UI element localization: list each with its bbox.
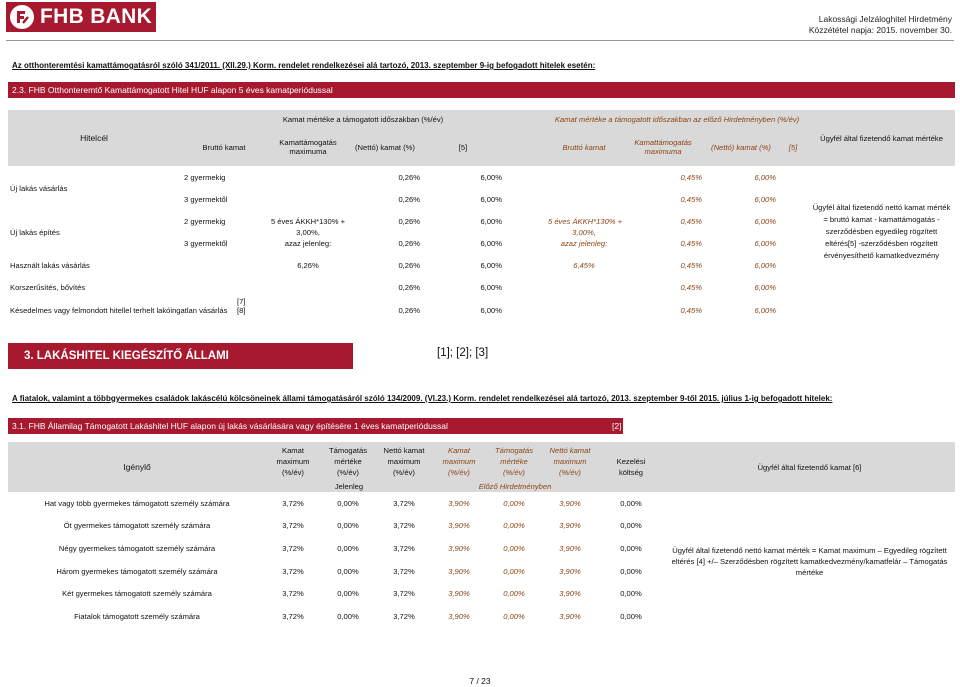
cell-value: 3,90%	[559, 589, 581, 599]
cell-value: 0,00%	[337, 543, 359, 553]
section-3-title: 3. LAKÁSHITEL KIEGÉSZÍTŐ ÁLLAMI KAMATTÁMOGATÁSSAL	[24, 350, 229, 388]
row-label: Három gyermekes támogatott személy számára	[56, 566, 218, 576]
col-igenylo: Igénylő	[8, 442, 266, 492]
cell-value: 0,00%	[620, 498, 642, 508]
table-row: Késedelmes vagy felmondott hitellel terhelt lakóingatlan vásárlás [7] [8] 0,26% 6,00% 0,45% 6,00%	[8, 298, 955, 322]
row-label: Négy gyermekes támogatott személy számára	[58, 543, 216, 553]
section-23-note: Ügyfél által fizetendő nettó kamat mérték = bruttó kamat - kamattámogatás -szerződésben egyedileg rögzített eltérés[5] -szerződésben rögzített érvényesíthető kamatkedvezmény	[812, 203, 951, 260]
table-row: Használt lakás vásárlás 6,26% 0,26% 6,00% 6,45% 0,45% 6,00%	[8, 254, 955, 276]
row-label: Hat vagy több gyermekes támogatott személy számára	[44, 498, 230, 508]
section-31-note: Ügyfél által fizetendő nettó kamat mérték = Kamat maximum – Egyedileg rögzített eltérés [4] +/– Szerződésben rögzített kamatkedvezmény/kamatfelár – Támogatás mértéke	[671, 546, 948, 578]
col-prev-tamogatas: Támogatás mértéke (%/év)	[486, 442, 542, 480]
col-tamogatas: Támogatás mértéke (%/év)	[320, 442, 376, 480]
table-row: 3 gyermektől 0,26% 6,00% 0,45% 6,00%	[184, 238, 776, 248]
col-prev-netto: (Nettó) kamat (%)	[704, 128, 778, 166]
col-prev-kamattamogatas: Kamattámogatás maximuma	[622, 128, 704, 166]
cell-value: 3,90%	[448, 543, 470, 553]
col-ugyfel: Ügyfél által fizetendő kamat mértéke	[808, 110, 955, 166]
row-label: Öt gyermekes támogatott személy számára	[63, 521, 211, 531]
col-jelenleg: Jelenleg	[266, 480, 432, 492]
cell-value: 3,90%	[559, 498, 581, 508]
col-brutto: Bruttó kamat	[180, 128, 268, 166]
header-info	[809, 14, 952, 36]
section-31-ref: [2]	[612, 421, 622, 431]
col-kamat-max: Kamat maximum (%/év)	[266, 442, 320, 480]
cell-value: 0,00%	[620, 611, 642, 621]
cell-value: 3,90%	[448, 498, 470, 508]
col-kamattamogatas: Kamattámogatás maximuma	[268, 128, 348, 166]
cell-value: 0,00%	[337, 566, 359, 576]
section-23-title: 2.3. FHB Otthonteremtő Kamattámogatott Hitel HUF alapon 5 éves kamatperiódussal	[12, 85, 333, 95]
col-prev-kamat-max: Kamat maximum (%/év)	[432, 442, 486, 480]
cell-value: 0,00%	[620, 543, 642, 553]
section-31-table	[8, 442, 955, 628]
row-korszerusites: Korszerűsítés, bővítés	[10, 282, 86, 292]
cell-value: 3,72%	[393, 543, 415, 553]
cell-value: 3,72%	[282, 611, 304, 621]
cell-value: 0,00%	[503, 543, 525, 553]
cell-value: 0,00%	[337, 589, 359, 599]
cell-value: 0,00%	[337, 521, 359, 531]
cell-value: 0,00%	[503, 589, 525, 599]
cell-value: 3,72%	[393, 611, 415, 621]
intro-text-1: Az otthonteremtési kamattámogatásról szóló 341/2011. (XII.29.) Korm. rendelet rendelkezései alá tartozó, 2013. szeptember 9-ig befogadott hitelek esetén:	[12, 61, 596, 70]
cell-value: 0,00%	[503, 521, 525, 531]
cell-value: 0,00%	[503, 566, 525, 576]
cell-value: 3,72%	[393, 589, 415, 599]
cell-value: 3,72%	[393, 498, 415, 508]
prev-akkh-formula: 5 éves ÁKKH*130% + 3,00%, azaz jelenleg:	[548, 216, 622, 248]
table-row: Új lakás vásárlás 2 gyermekig 0,26% 6,00% 0,45% 6,00% Ügyfél által fizetendő nettó kamat mérték = bruttó kamat - kamattámogatás -szerződésben egyedileg rögzített eltérés[5] -szerződésben rögzített érvényesíthető kamatkedvezmény	[8, 166, 955, 188]
cell-value: 3,90%	[559, 521, 581, 531]
col-netto: (Nettó) kamat (%)	[348, 128, 422, 166]
publish-date: Közzététel napja: 2015. november 30.	[808, 25, 952, 35]
cell-value: 3,90%	[559, 566, 581, 576]
col-group-current: Kamat mértéke a támogatott időszakban (%/év)	[180, 110, 546, 128]
col-kezelesi: Kezelési költség	[598, 442, 664, 492]
table-row: Korszerűsítés, bővítés 0,26% 6,00% 0,45% 6,00%	[8, 276, 955, 298]
cell-value: 3,72%	[393, 521, 415, 531]
fhb-bank-logo	[6, 2, 156, 32]
fhb-logo-icon	[10, 5, 34, 29]
akkh-formula: 5 éves ÁKKH*130% + 3,00%, azaz jelenleg:	[270, 216, 346, 248]
section-23-title-bar	[8, 82, 955, 98]
cell-value: 3,90%	[559, 543, 581, 553]
two-children-label: 2 gyermekig	[184, 172, 226, 182]
header-divider	[6, 40, 954, 41]
cell-value: 3,72%	[282, 543, 304, 553]
page-number: 7 / 23	[469, 676, 491, 686]
cell-value: 3,90%	[559, 611, 581, 621]
refs-7-8: [7] [8]	[237, 296, 246, 315]
row-kesedelmes: Késedelmes vagy felmondott hitellel terhelt lakóingatlan vásárlás [7] [8]	[10, 296, 246, 315]
cell-value: 0,00%	[620, 566, 642, 576]
col-ugyfel-31: Ügyfél által fizetendő kamat [6]	[664, 442, 955, 492]
row-uj-vasarlas: Új lakás vásárlás	[10, 183, 68, 193]
row-uj-epites: Új lakás építés	[10, 227, 60, 237]
section-23-body	[8, 166, 955, 322]
cell-value: 0,00%	[337, 611, 359, 621]
cell-value: 3,72%	[282, 521, 304, 531]
intro-text-2: A fiatalok, valamint a többgyermekes családok lakáscélú kölcsöneinek állami támogatásáról szóló 134/2009. (VI.23.) Korm. rendelet rendelkezései alá tartozó, 2013. szeptember 9-től 2015. július 1-ig befogadott hitelek:	[12, 394, 833, 403]
cell-value: 3,90%	[448, 566, 470, 576]
doc-title: Lakossági Jelzáloghitel Hirdetmény	[818, 14, 952, 24]
col-prev-brutto: Bruttó kamat	[546, 128, 622, 166]
cell-value: 0,00%	[503, 498, 525, 508]
row-hasznalt: Használt lakás vásárlás	[10, 260, 90, 270]
cell-value: 3,90%	[448, 521, 470, 531]
section-31-title-bar	[8, 418, 623, 434]
cell-value: 3,72%	[282, 498, 304, 508]
section-3-title-bar	[8, 343, 353, 388]
logo-text: FHB BANK	[40, 5, 153, 28]
cell-value: 3,72%	[282, 589, 304, 599]
cell-value: 0,00%	[337, 498, 359, 508]
section-31-title: 3.1. FHB Államilag Támogatott Lakáshitel HUF alapon új lakás vásárlására vagy építésére 1 éves kamatperiódussal	[12, 421, 448, 431]
table-row: Új lakás építés 2 gyermekig 5 éves ÁKKH*130% + 3,00%, azaz jelenleg: 0,26% 6,00% 5 éves ÁKKH*130% + 3,00%, azaz jelenleg: 0,45% 6,00%	[8, 210, 955, 232]
cell-value: 0,00%	[620, 589, 642, 599]
section-3-refs: [1]; [2]; [3]	[437, 347, 489, 359]
cell-value: 3,90%	[448, 589, 470, 599]
table-row: 3 gyermektől 0,26% 6,00% 0,45% 6,00%	[184, 194, 776, 204]
table-row	[8, 492, 955, 515]
col-prev-ref5: [5]	[778, 128, 808, 166]
col-netto-max: Nettó kamat maximum (%/év)	[376, 442, 432, 480]
col-elozo: Előző Hirdetményben	[432, 480, 598, 492]
col-ref5: [5]	[422, 128, 504, 166]
cell-value: 0,00%	[503, 611, 525, 621]
row-label: Fiatalok támogatott személy számára	[74, 611, 200, 621]
col-hitelcel: Hitelcél	[8, 110, 180, 166]
cell-value: 3,72%	[393, 566, 415, 576]
cell-value: 3,90%	[448, 611, 470, 621]
col-group-previous: Kamat mértéke a támogatott időszakban az előző Hirdetményben (%/év)	[546, 110, 808, 128]
cell-value: 0,00%	[620, 521, 642, 531]
row-label: Két gyermekes támogatott személy számára	[62, 589, 212, 599]
col-prev-netto-max: Nettó kamat maximum (%/év)	[542, 442, 598, 480]
cell-value: 3,72%	[282, 566, 304, 576]
